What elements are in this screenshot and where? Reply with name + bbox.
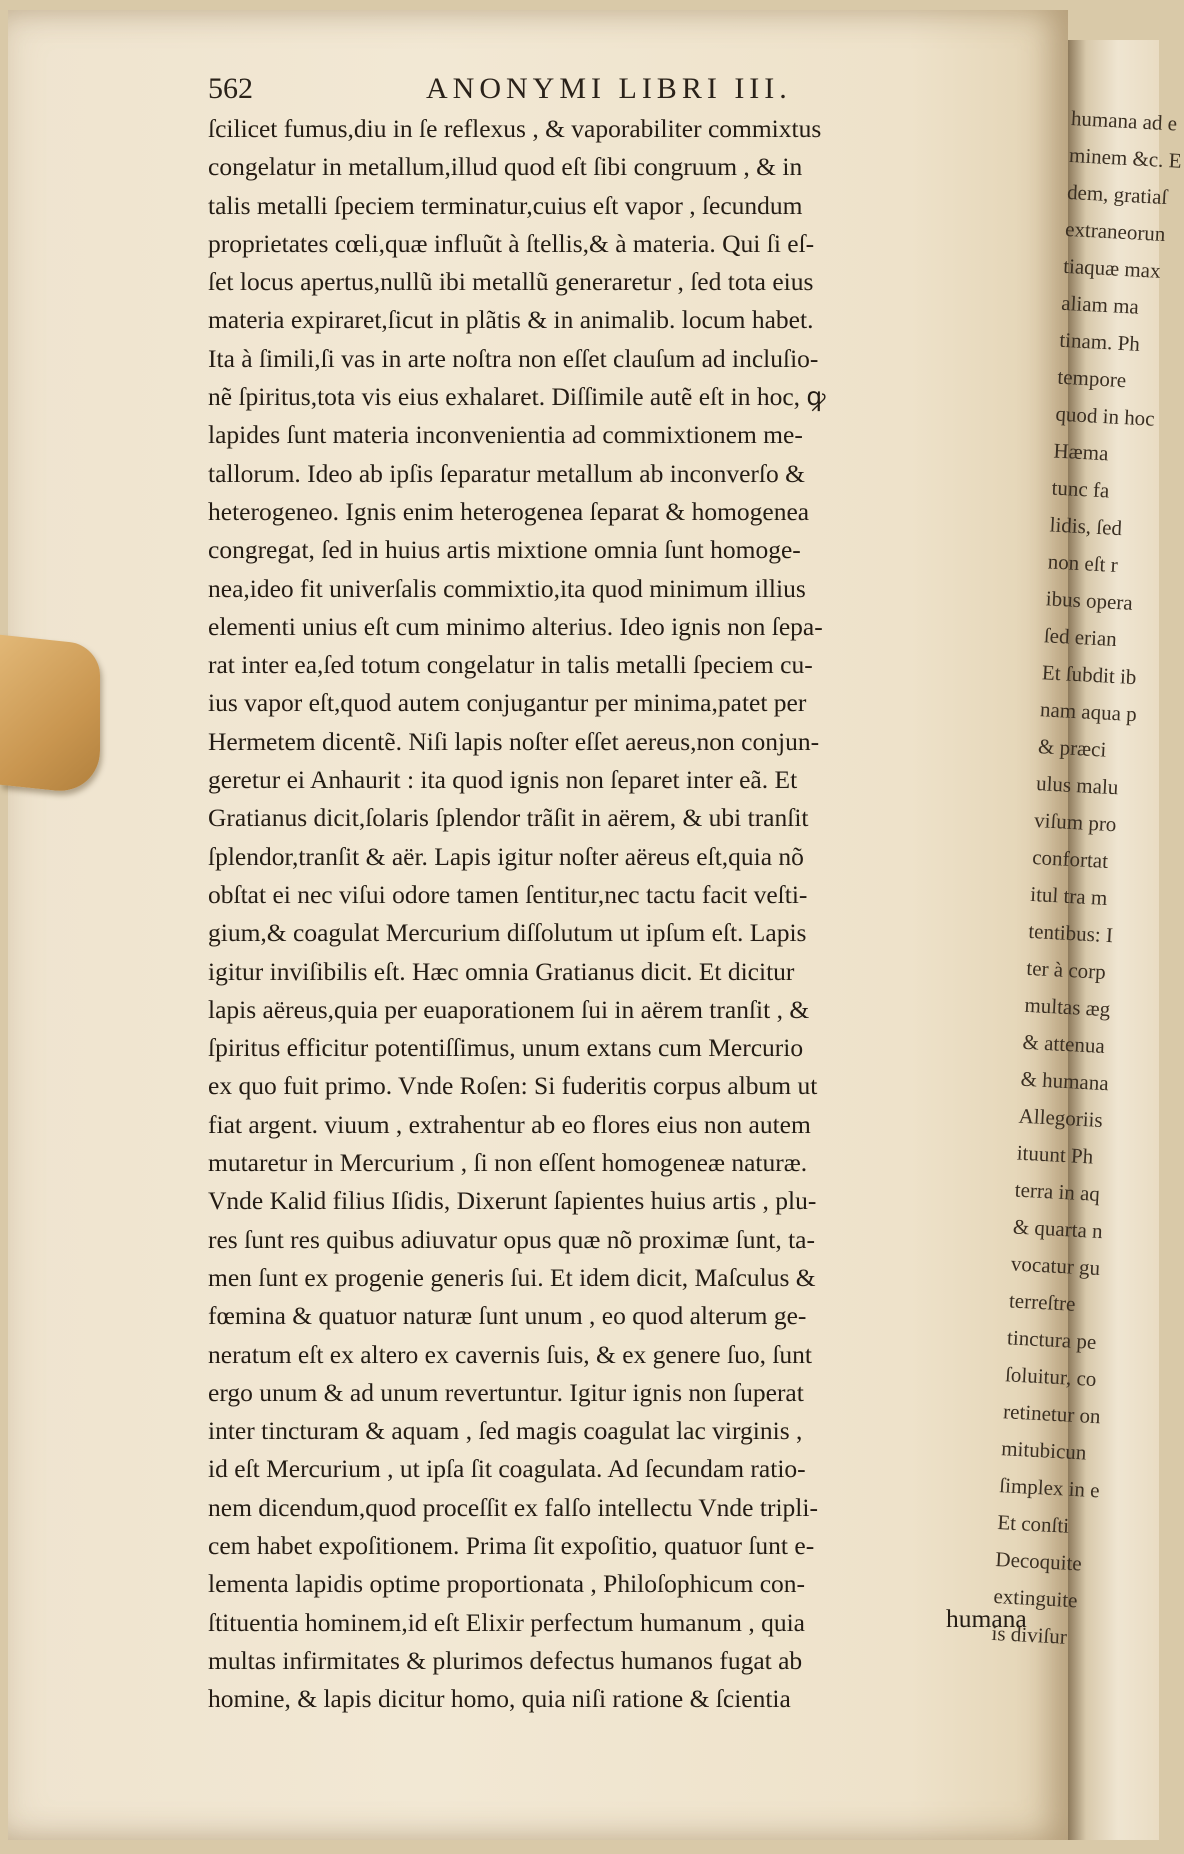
facing-text-line: Et conſti (996, 1510, 1070, 1538)
text-line: multas infirmitates & plurimos defectus humanos fugat ab (208, 1645, 803, 1675)
facing-text-line: extinguite (992, 1583, 1079, 1613)
running-header (208, 72, 1008, 112)
facing-text-line: viſum pro (1033, 808, 1118, 837)
facing-text-line: dem, gratiaſ (1066, 179, 1168, 210)
text-line: men ſunt ex progenie generis ſui. Et idem dicit, Maſculus & (208, 1262, 816, 1292)
text-line: ius vapor eſt,quod autem conjugantur per minima,patet per (208, 688, 807, 718)
facing-text-line: non eſt r (1047, 549, 1119, 578)
facing-text-line: lidis, ſed (1049, 512, 1123, 541)
text-line: gium,& coagulat Mercurium diſſolutum ut ipſum eſt. Lapis (208, 918, 807, 948)
facing-text-line: tentibus: I (1027, 918, 1114, 948)
facing-text-line: tunc fa (1051, 475, 1110, 503)
text-line: homine, & lapis dicitur homo, quia niſi ratione & ſcientia (208, 1684, 791, 1714)
facing-text-line: ibus opera (1045, 586, 1134, 615)
facing-text-line: humana ad e (1070, 105, 1178, 136)
text-line: mutaretur in Mercurium , ſi non eſſent homogeneæ naturæ. (208, 1148, 808, 1178)
text-line: ſplendor,tranſit & aër. Lapis igitur noſter aëreus eſt,quia nõ (208, 841, 804, 871)
text-line: obſtat ei nec viſui odore tamen ſentitur,nec tactu facit veſti- (208, 879, 808, 909)
running-title: ANONYMI LIBRI III. (426, 72, 792, 105)
text-line: ex quo fuit primo. Vnde Roſen: Si fuderitis corpus album ut (208, 1071, 818, 1101)
facing-text-line: Decoquite (994, 1547, 1083, 1576)
facing-text-line: tiaquæ max (1062, 253, 1162, 283)
facing-text-line: ſimplex in e (998, 1473, 1101, 1503)
facing-text-line: & humana (1020, 1066, 1110, 1096)
text-line: elementi unius eſt cum minimo alterius. Ideo ignis non ſepa- (208, 611, 823, 641)
facing-text-line: tempore (1056, 364, 1127, 393)
facing-text-line: extraneorun (1064, 216, 1167, 247)
facing-text-line: vocatur gu (1010, 1251, 1101, 1281)
text-line: materia expiraret,ſicut in plãtis & in animalib. locum habet. (208, 305, 814, 335)
book-page (8, 10, 1068, 1840)
text-line: neratum eſt ex altero ex cavernis ſuis, & ex genere ſuo, ſunt (208, 1339, 812, 1369)
page-number: 562 (208, 72, 253, 105)
facing-text-line: & præci (1037, 734, 1107, 762)
text-line: geretur ei Anhaurit : ita quod ignis non ſeparet inter eã. Et (208, 765, 798, 795)
facing-text-line: Allegoriis (1018, 1103, 1104, 1132)
text-line: fiat argent. viuum , extrahentur ab eo flores eius non autem (208, 1109, 811, 1139)
facing-text-line: multas æg (1023, 992, 1111, 1022)
text-line: igitur inviſibilis eſt. Hæc omnia Gratianus dicit. Et dicitur (208, 956, 795, 986)
text-line: ſpiritus efficitur potentiſſimus, unum extans cum Mercurio (208, 1033, 804, 1063)
body-text (208, 110, 1020, 1718)
text-line: rat inter ea,ſed totum congelatur in talis metalli ſpeciem cu- (208, 650, 813, 680)
text-line: res ſunt res quibus adiuvatur opus quæ nõ proximæ ſunt, ta- (208, 1224, 815, 1254)
text-line: id eſt Mercurium , ut ipſa ſit coagulata. Ad ſecundam ratio- (208, 1454, 806, 1484)
text-line: fœmina & quatuor naturæ ſunt unum , eo quod alterum ge- (208, 1301, 807, 1331)
facing-text-line: retinetur on (1002, 1399, 1102, 1429)
text-line: proprietates cœli,quæ influũt à ſtellis,& à materia. Qui ſi eſ- (208, 228, 815, 258)
facing-text-line: nam aqua p (1039, 697, 1138, 727)
text-line: cem habet expoſitionem. Prima ſit expoſitio, quatuor ſunt e- (208, 1530, 815, 1560)
text-line: nem dicendum,quod proceſſit ex falſo intellectu Vnde tripli- (208, 1492, 818, 1522)
text-line: lapides ſunt materia inconvenientia ad commixtionem me- (208, 420, 803, 450)
facing-text-line: ulus malu (1035, 771, 1119, 800)
catchword: humana (946, 1604, 1027, 1633)
facing-text-line: minem &c. E (1068, 142, 1183, 173)
text-line: Ita à ſimili,ſi vas in arte noſtra non eſſet clauſum ad incluſio- (208, 343, 819, 373)
facing-text-line: Et ſubdit ib (1041, 660, 1138, 690)
text-line: congregat, ſed in huius artis mixtione omnia ſunt homoge- (208, 535, 801, 565)
text-line: tallorum. Ideo ab ipſis ſeparatur metallum ab inconverſo & (208, 458, 805, 488)
text-line: congelatur in metallum,illud quod eſt ſibi congruum , & in (208, 152, 803, 182)
facing-text-line: is diviſur (991, 1620, 1068, 1649)
text-line: ſtituentia hominem,id eſt Elixir perfectum humanum , quia (208, 1607, 805, 1637)
text-line: Vnde Kalid filius Iſidis, Dixerunt ſapientes huius artis , plu- (208, 1186, 817, 1216)
facing-text-line: Hæma (1053, 438, 1110, 466)
text-line: ſet locus apertus,nullũ ibi metallũ generaretur , ſed tota eius (208, 267, 814, 297)
text-line: inter tincturam & aquam , ſed magis coagulat lac virginis , (208, 1416, 803, 1446)
facing-text-line: quod in hoc (1054, 401, 1156, 431)
text-line: Hermetem dicentẽ. Niſi lapis noſter eſſet aereus,non conjun- (208, 726, 820, 756)
facing-text-line: ſed erian (1043, 623, 1118, 652)
text-line: nẽ ſpiritus,tota vis eius exhalaret. Diſſimile autẽ eſt in hoc, ꝙ (208, 382, 826, 412)
text-line: talis metalli ſpeciem terminatur,cuius eſt vapor , ſecundum (208, 190, 803, 220)
text-line: heterogeneo. Ignis enim heterogenea ſeparat & homogenea (208, 496, 810, 526)
facing-text-line: terreſtre (1008, 1288, 1077, 1316)
text-line: lapis aëreus,quia per euaporationem ſui in aërem tranſit , & (208, 994, 810, 1024)
text-line: ergo unum & ad unum revertuntur. Igitur ignis non ſuperat (208, 1377, 804, 1407)
text-line: nea,ideo fit univerſalis commixtio,ita quod minimum illius (208, 573, 806, 603)
facing-text-line: terra in aq (1014, 1177, 1101, 1206)
facing-text-line: ituunt Ph (1016, 1140, 1094, 1169)
facing-text-line: tinam. Ph (1058, 327, 1141, 356)
text-line: ſcilicet fumus,diu in ſe reflexus , & vaporabiliter commixtus (208, 114, 822, 143)
facing-page-edge (991, 40, 1183, 1840)
text-line: lementa lapidis optime proportionata , Philoſophicum con- (208, 1569, 806, 1599)
facing-text-line: & quarta n (1012, 1214, 1104, 1244)
facing-text-line: & attenua (1022, 1029, 1106, 1058)
facing-text-line: ſoluitur, co (1004, 1362, 1098, 1392)
facing-text-line: mitubicun (1000, 1436, 1088, 1465)
bookmark-tab (0, 635, 100, 796)
text-line: Gratianus dicit,ſolaris ſplendor trãſit in aërem, & ubi tranſit (208, 803, 809, 833)
facing-text-line: confortat (1031, 844, 1109, 873)
facing-text-line: aliam ma (1060, 290, 1140, 319)
facing-text-line: tinctura pe (1006, 1325, 1097, 1354)
facing-text-line: itul tra m (1029, 881, 1108, 910)
facing-text-line: ter à corp (1025, 955, 1107, 984)
